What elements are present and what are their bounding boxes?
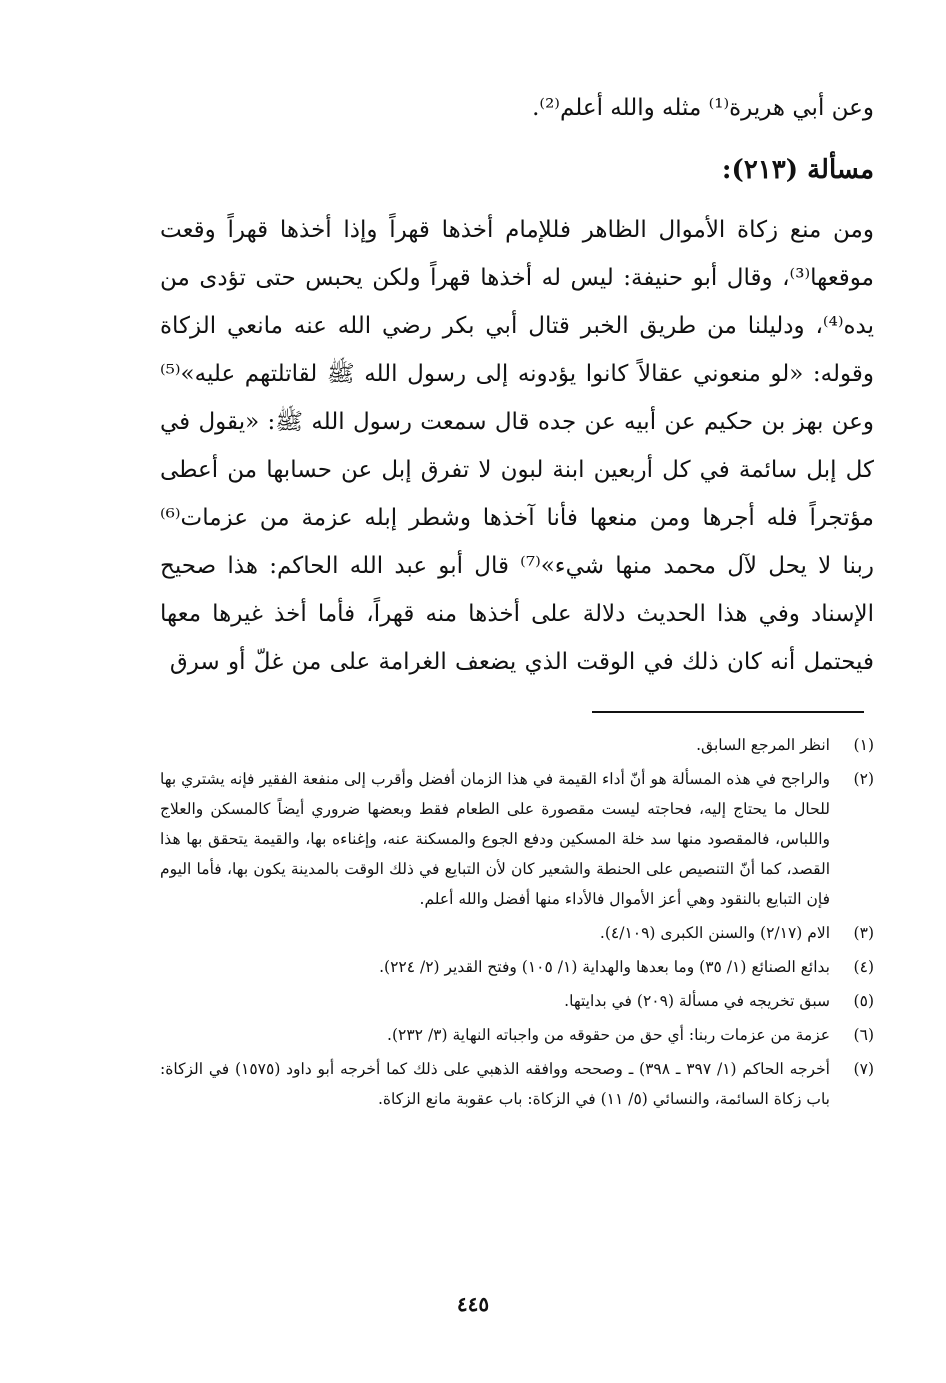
footnote-item [160, 1054, 874, 1114]
footnote-text: والراجح في هذه المسألة هو أنّ أداء القيمة في هذا الزمان أفضل وأقرب إلى منفعة الفقير فإنه يشتري بها للحال ما يحتاج إليه، فحاجته ليست مقصورة على الطعام فقط وبعضها ضروري أيضاً كالمسكن والعلاج واللباس، فالمقصود منها سد خلة المسكين ودفع الجوع والمسكنة عنه، وإغناءه بها، والقيمة يتحقق بها هذا القصد، كما أنّ التنصيص على الحنطة والشعير كان لأن التبايع في ذلك الوقت بالمدينة يكون بها، فأما اليوم فإن التبايع بالنقود وهي أعز الأموال فالأداء منها أفضل والله أعلم. [160, 770, 830, 908]
footnote-text: عزمة من عزمات ربنا: أي حق من حقوقه من واجباته النهاية (٣/ ٢٣٢). [387, 1026, 830, 1044]
section-heading: مسألة (٢١٣): [721, 155, 874, 185]
footnote-number: (٣) [853, 924, 874, 942]
footnote-item [160, 730, 874, 760]
footnote-number: (٤) [853, 958, 874, 976]
footnote-number: (٢) [853, 770, 874, 788]
footnote-number: (٦) [853, 1026, 874, 1044]
footnote-item [160, 918, 874, 948]
footnote-text: أخرجه الحاكم (١/ ٣٩٧ ـ ٣٩٨) ـ وصححه ووافقه الذهبي على ذلك كما أخرجه أبو داود (١٥٧٥) في الزكاة: باب زكاة السائمة، والنسائي (٥/ ١١) في الزكاة: باب عقوبة مانع الزكاة. [160, 1060, 830, 1108]
footnote-item [160, 986, 874, 1016]
footnote-number: (١) [853, 736, 874, 754]
main-text-block [160, 80, 874, 686]
footnote-text: انظر المرجع السابق. [696, 736, 830, 754]
footnote-item [160, 1020, 874, 1050]
footnote-item [160, 952, 874, 982]
body-paragraph: ومن منع زكاة الأموال الظاهر فللإمام أخذها قهراً وإذا أخذها قهراً وقعت موقعها⁽³⁾، وقال أبو حنيفة: ليس له أخذها قهراً ولكن يحبس حتى تؤدى من يده⁽⁴⁾، ودليلنا من طريق الخبر قتال أبي بكر رضي الله عنه مانعي الزكاة وقوله: «لو منعوني عقالاً كانوا يؤدونه إلى رسول الله ﷺ لقاتلتهم عليه»⁽⁵⁾ وعن بهز بن حكيم عن أبيه عن جده قال سمعت رسول الله ﷺ: «يقول في كل إبل سائمة في كل أربعين ابنة لبون لا تفرق إبل عن حسابها من أعطى مؤتجراً فله أجرها ومن منعها فأنا آخذها وشطر إبله عزمة من عزمات⁽⁶⁾ ربنا لا يحل لآل محمد منها شيء»⁽⁷⁾ قال أبو عبد الله الحاكم: هذا صحيح الإسناد وفي هذا الحديث دلالة على أخذها منه قهراً، فأما أخذ غيرها معها فيحتمل أنه كان ذلك في الوقت الذي يضعف الغرامة على من غلّ أو سرق [159, 217, 874, 675]
intro-line: وعن أبي هريرة⁽¹⁾ مثله والله أعلم⁽²⁾. [532, 95, 874, 121]
page-number: ٤٤٥ [456, 1292, 490, 1316]
footnote-text: بدائع الصنائع (١/ ٣٥) وما بعدها والهداية (١/ ١٠٥) وفتح القدير (٢/ ٢٢٤). [379, 958, 830, 976]
footnote-number: (٥) [853, 992, 874, 1010]
footnote-number: (٧) [853, 1060, 874, 1078]
footnote-text: سبق تخريجه في مسألة (٢٠٩) في بدايتها. [564, 992, 830, 1010]
footnote-item [160, 764, 874, 914]
footnote-text: الام (٢/١٧) والسنن الكبرى (٤/١٠٩). [599, 924, 830, 942]
footnotes-block [160, 730, 874, 1118]
footnote-separator [592, 711, 864, 713]
